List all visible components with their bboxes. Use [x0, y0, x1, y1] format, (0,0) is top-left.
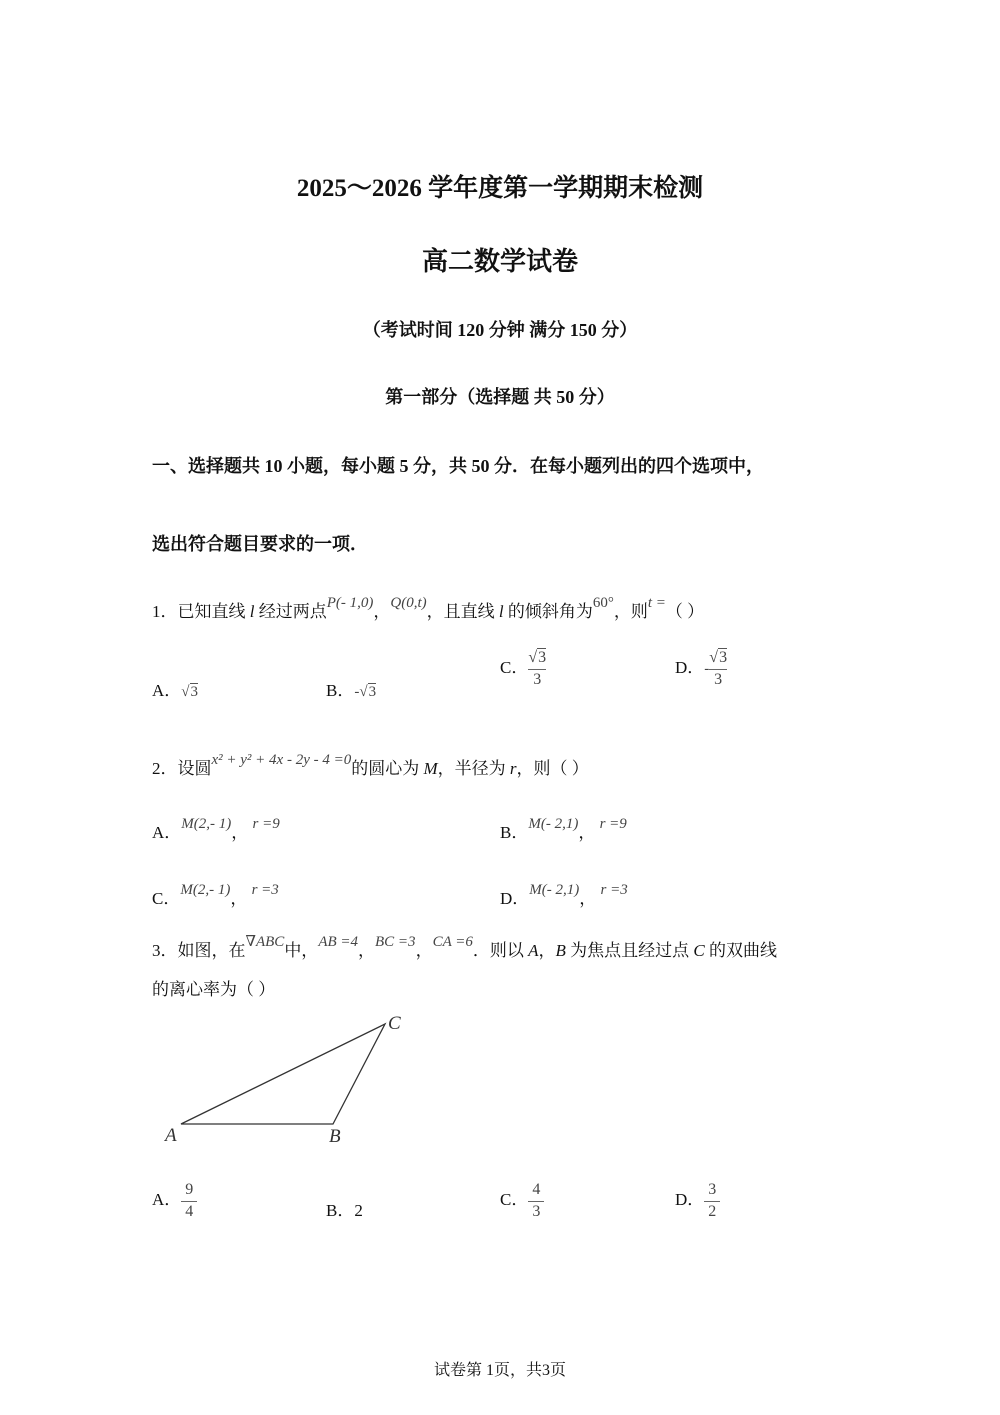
q3-option-a[interactable]: A． $\frac{9}{4}$: [152, 1180, 197, 1223]
q2-option-d[interactable]: D．M(- 2,1)， r =3: [500, 882, 628, 908]
triangle-symbol: ∇ABC: [245, 934, 285, 950]
question-2-stem: 2．设圆x² + y² + 4x - 2y - 4 =0的圆心为 M，半径为 r，则（ ）: [152, 752, 589, 778]
fraction: $\frac{√3}{3}$: [528, 648, 546, 691]
question-number: 2．: [152, 759, 178, 778]
vertex-label-c: C: [388, 1013, 401, 1034]
exam-title: 2025～2026 学年度第一学期期末检测: [296, 175, 704, 202]
q3-option-c[interactable]: C． $\frac{4}{3}$: [500, 1180, 544, 1223]
question-3-stem: 3．如图，在∇ABC中，AB =4，BC =3，CA =6．则以 A，B 为焦点且经过点 C 的双曲线: [152, 934, 777, 960]
fraction: $\frac{9}{4}$: [181, 1180, 197, 1223]
triangle-figure: [150, 1005, 420, 1155]
sqrt-icon: √3: [359, 684, 377, 700]
fraction: $\frac{3}{2}$: [704, 1180, 720, 1223]
q2-option-b[interactable]: B．M(- 2,1)， r =9: [500, 816, 627, 842]
q3-option-b[interactable]: B．2: [326, 1201, 363, 1220]
q2-option-a[interactable]: A．M(2,- 1)， r =9: [152, 816, 280, 842]
q1-option-b[interactable]: B．-√3: [326, 681, 377, 700]
point-p: P(- 1,0): [326, 595, 374, 611]
section-instruction-line1: 一、选择题共 10 小题，每小题 5 分，共 50 分．在每小题列出的四个选项中，: [152, 456, 764, 476]
question-number: 3．: [152, 941, 178, 960]
triangle-abc: [181, 1024, 385, 1124]
q3-option-d[interactable]: D． $\frac{3}{2}$: [675, 1180, 720, 1223]
circle-equation: x² + y² + 4x - 2y - 4 =0: [211, 752, 352, 768]
sqrt-icon: √3: [528, 649, 547, 666]
section-instruction-line2: 选出符合题目要求的一项．: [152, 534, 368, 554]
sqrt-icon: √3: [181, 684, 199, 700]
exam-subtitle: 高二数学试卷: [421, 247, 578, 276]
exam-info: （考试时间 120 分钟 满分 150 分）: [362, 320, 638, 340]
q1-option-a[interactable]: A．√3: [152, 681, 199, 700]
point-q: Q(0,t): [390, 595, 427, 611]
question-number: 1．: [152, 602, 178, 621]
angle-value: 60°: [592, 595, 614, 611]
question-3-stem-line2: 的离心率为（ ）: [152, 980, 276, 999]
vertex-label-b: B: [329, 1126, 341, 1147]
q1-option-c[interactable]: C． $\frac{√3}{3}$: [500, 648, 546, 691]
question-1-stem: 1．已知直线 l 经过两点P(- 1,0)，Q(0,t)，且直线 l 的倾斜角为60°，则t =（ ）: [152, 595, 705, 621]
page-footer: 试卷第 1页，共3页: [433, 1362, 566, 1379]
q2-option-c[interactable]: C．M(2,- 1)， r =3: [152, 882, 279, 908]
sqrt-icon: √3: [709, 649, 728, 666]
vertex-label-a: A: [165, 1125, 177, 1146]
fraction: $\frac{√3}{3}$: [709, 648, 727, 691]
part-heading: 第一部分（选择题 共 50 分）: [385, 387, 615, 407]
fraction: $\frac{4}{3}$: [528, 1180, 544, 1223]
q1-option-d[interactable]: D．- $\frac{√3}{3}$: [675, 648, 727, 691]
